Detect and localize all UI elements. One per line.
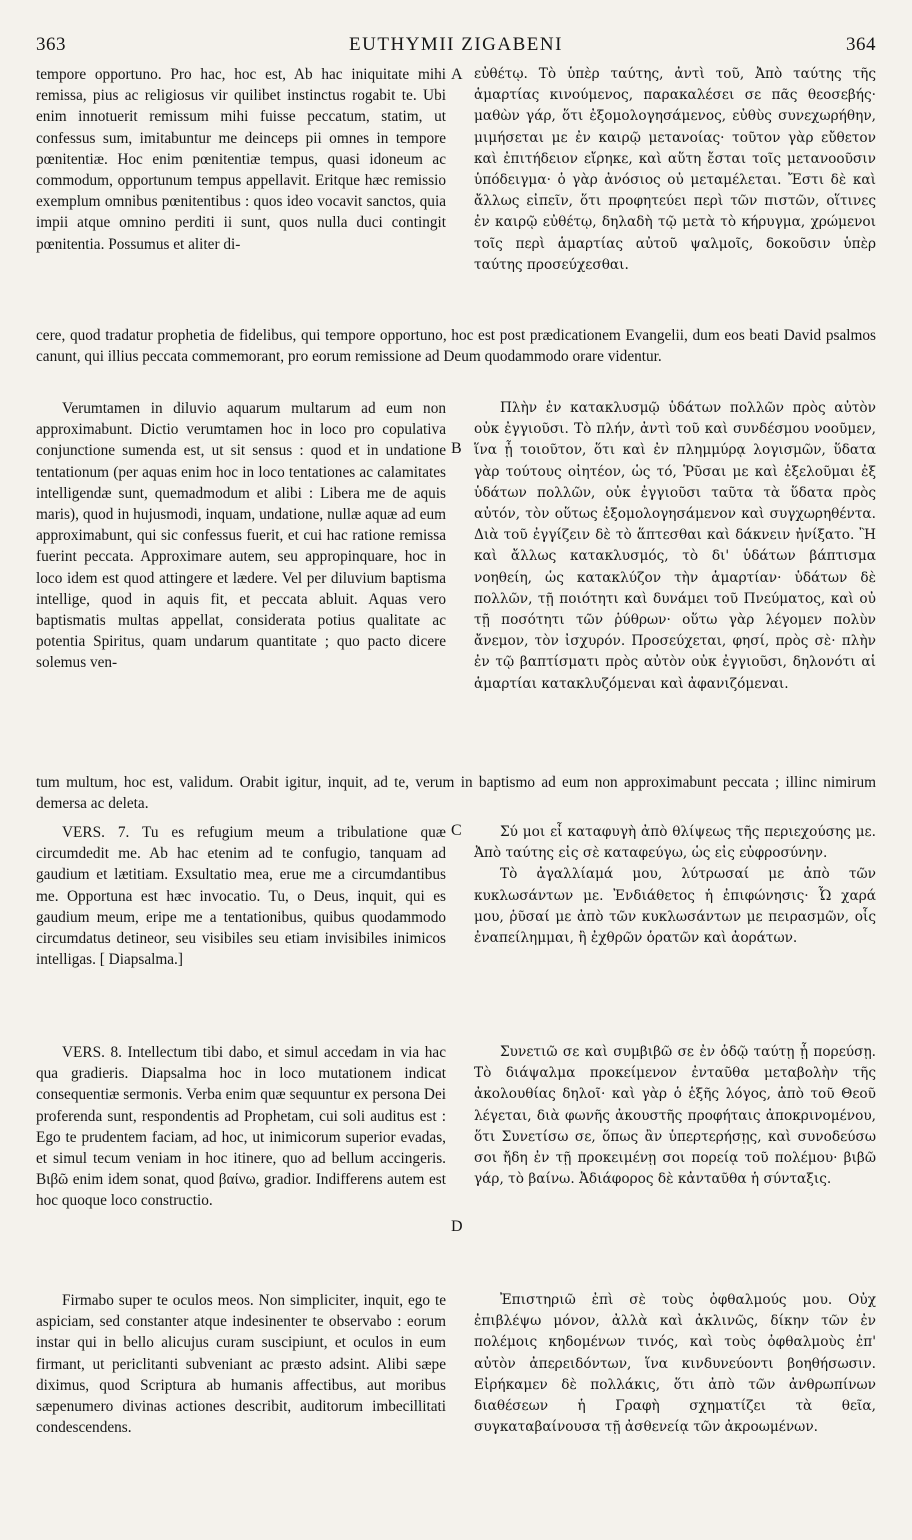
latin-column-s5 — [36, 1290, 446, 1438]
greek-column-s3 — [474, 822, 876, 949]
latin-paragraph: Verumtamen in diluvio aquarum multarum ad eum non approximabunt. Dictio verumtamen hoc in loco pro copulativa conjunctione sumenda est, ut sit sensus : quod et in undatione tentationum (per aquas enim hoc in loco tentationes ac calamitates intelligendæ sunt, quemadmodum et alibi : Libera me de aquis maris), quod in hujusmodi, inquam, undatione, nullæ aquæ ad eum approximabunt, qui sic confessus fuerit, et cui hac ratione remissa fuerint peccata. Approximare autem, seu appropinquare, hoc in loco idem est quod attingere et lædere. Vel per diluvium baptisma intellige, quod in aquis fit, et peccata abluit. Aquas vero baptismatis multas appellat, considerata potius qualitate ac potentia Spiritus, quam undarum quantitate ; quo pacto dicere solemus ven- — [36, 400, 446, 672]
page-number-left: 363 — [36, 34, 66, 55]
greek-paragraph: Ἐπιστηριῶ ἐπὶ σὲ τοὺς ὀφθαλμούς μου. Οὐχ ἐπιβλέψω μόνον, ἀλλὰ καὶ ἀκλινῶς, δίκην τῶν ἐν πολέμοις κηδομένων τινός, καὶ τοὺς ὀφθαλμοὺς ἐπ' αὐτὸν ἀπερειδόντων, ἵνα κινδυνεύοντι βοηθήσωσιν. Εἰρήκαμεν δὲ πολλάκις, ὅτι ἀπὸ τῶν ἀνθρωπίνων διαθέσεων ἡ Γραφὴ σχηματίζει τὰ θεῖα, συγκαταβαίνουσα τῇ ἀσθενείᾳ τῶν ἀκροωμένων. — [474, 1292, 876, 1436]
full-width-paragraph: cere, quod tradatur prophetia de fidelibus, qui tempore opportuno, hoc est post prædicationem Evangelii, dum eos beati David psalmos canunt, qui illius peccata commemorant, pro eorum remissione ad Deum quodammodo orare videntur. — [36, 327, 876, 366]
running-title: EUTHYMII ZIGABENI — [349, 34, 563, 55]
margin-marker-d: D — [451, 1218, 463, 1235]
greek-column-s4 — [474, 1042, 876, 1190]
margin-marker-a: A — [451, 66, 463, 83]
margin-marker-c: C — [451, 822, 462, 839]
latin-column-s2 — [36, 398, 446, 674]
greek-paragraph: Σύ μοι εἶ καταφυγὴ ἀπὸ θλίψεως τῆς περιεχούσης με. Ἀπὸ ταύτης εἰς σὲ καταφεύγω, ὡς εἰς εὐφροσύνην. — [474, 824, 876, 862]
running-header — [30, 34, 882, 62]
greek-column-s1 — [474, 64, 876, 276]
latin-column-s4 — [36, 1042, 446, 1212]
greek-paragraph: εὐθέτῳ. Τὸ ὑπὲρ ταύτης, ἀντὶ τοῦ, Ἀπὸ ταύτης τῆς ἁμαρτίας κινούμενος, παρακαλέσει σε πᾶς θεοσεβής· μαθὼν γάρ, ὅτι ἐξομολογησάμενος, εὐθὺς συνεχωρήθην, μιμήσεται με ἐν καιρῷ μετανοίας· τοῦτον γὰρ εὔθετον καὶ ἐπιτήδειον εἴρηκε, καὶ αὕτη ἔσται τοῖς μετανοοῦσιν ὑπόδειγμα· ὁ γὰρ ἀνόσιος οὐ μεταμέλεται. Ἔστι δὲ καὶ ἄλλως εἰπεῖν, ὅτι προφητεύει περὶ τῶν πιστῶν, οἵτινες ἐν καιρῷ εὐθέτῳ, δηλαδὴ τῷ μετὰ τὸ κήρυγμα, χρώμενοι τοῖς περὶ ἁμαρτίας αὐτοῦ ψαλμοῖς, δοκοῦσιν ὑπὲρ ταύτης προσεύχεσθαι. — [474, 66, 876, 273]
full-width-s1 — [36, 325, 876, 367]
latin-paragraph: VERS. 7. Tu es refugium meum a tribulatione quæ circumdedit me. Ab hac etenim ad te confugio, tanquam ad gaudium et lætitiam. Exsultatio mea, erue me a circumdantibus me. Opportuna est hæc invocatio. Tu, o Deus, inquit, qui es gaudium meum, eripe me a tentationibus, quibus quodammodo circumdatus detineor, seu visibiles seu etiam invisibiles inimicos intelligas. [ Diapsalma.] — [36, 824, 446, 969]
greek-paragraph: Πλὴν ἐν κατακλυσμῷ ὑδάτων πολλῶν πρὸς αὐτὸν οὐκ ἐγγιοῦσι. Τὸ πλήν, ἀντὶ τοῦ καὶ συνδέσμου νοοῦμεν, ἵνα ᾖ τοιοῦτον, ὅτι καὶ ἐν πλημμύρᾳ λογισμῶν, ὕδατα γὰρ τούτους οἰητέον, ὡς τό, Ῥῦσαι με καὶ ἐξελοῦμαι ἐξ ὑδάτων πολλῶν, οὐκ ἐγγιοῦσι ταῦτα τὰ ὕδατα πρὸς αὐτόν, τὸν οὕτως ἐξομολογησάμενον καὶ συγχωρηθέντα. Διὰ τοῦ ἐγγίζειν δὲ τὸ ἅπτεσθαι καὶ δάκνειν ἠνίξατο. Ἢ καὶ ἄλλως κατακλυσμός, τὸ δι' ὑδάτων βάπτισμα νοηθείη, ὡς κατακλύζον τὴν ἁμαρτίαν· ὑδάτων δὲ πολλῶν, τῇ ποιότητι καὶ δυνάμει τοῦ Πνεύματος, καὶ οὐ τῇ ποσότητι τῶν ῥύθρων· οὕτω γὰρ λέγομεν πολὺν ἄνεμον, τὸν ἰσχυρόν. Προσεύχεται, φησί, πρὸς σὲ· πλὴν ἐν τῷ βαπτίσματι πρὸς αὐτὸν οὐκ ἐγγιοῦσι, δηλονότι αἱ ἁμαρτίαι κατακλυζόμεναι καὶ ἀφανιζόμεναι. — [474, 400, 876, 692]
full-width-s2 — [36, 772, 876, 814]
greek-paragraph: Συνετιῶ σε καὶ συμβιβῶ σε ἐν ὁδῷ ταύτῃ ᾗ πορεύσῃ. Τὸ διάψαλμα προκείμενον ἐνταῦθα μεταβολὴν τῆς ἀκολουθίας δηλοῖ· καὶ γὰρ ὁ ἑξῆς λόγος, ἀπὸ τοῦ Θεοῦ λέγεται, διὰ φωνῆς ἀκουστῆς προφήταις ἀποκρινομένου, ὅτι Συνετίσω σε, ὅπως ἂν ὑπερτερήσῃς, καὶ συνοδεύσω σοι ἤδη ἐν τῇ προκειμένῃ σοι πορείᾳ τοῦ πολέμου· βιβῶ γάρ, τὸ βαίνω. Ἀδιάφορος δὲ κἀνταῦθα ἡ σύνταξις. — [474, 1044, 876, 1188]
latin-column-s3 — [36, 822, 446, 970]
latin-paragraph: VERS. 8. Intellectum tibi dabo, et simul accedam in via hac qua gradieris. Diapsalma hoc in loco mutationem indicat consequentiæ sermonis. Verba enim quæ sequuntur ex persona Dei proferenda sunt, respondentis ad Prophetam, cui soli auditus est : Ego te prudentem faciam, ad hoc, ut inimicorum superior evadas, et simul tecum veniam in hoc itinere, quo ad bellum accingeris. Βιβῶ enim idem sonat, quod βαίνω, gradior. Indifferens autem est hoc quoque loco constructio. — [36, 1044, 446, 1210]
latin-paragraph: tempore opportuno. Pro hac, hoc est, Ab hac iniquitate mihi remissa, pius ac religiosus vir quilibet instinctus rogabit te. Ubi enim innotuerit remissum mihi fuisse peccatum, statim, ut confessus sum, imitabuntur me deinceps pii omnes in tempore pœnitentiæ. Hoc enim pœnitentiæ tempus, quasi idoneum ac commodum, opportunum tempus appellavit. Eritque hæc remissio exemplum omnibus pœnitentibus : quos ideo vocavit sanctos, quia impii atque omnino perditi ii sunt, quos nulla duci contingit pœnitentia. Possumus et aliter di- — [36, 66, 446, 253]
greek-paragraph: Τὸ ἀγαλλίαμά μου, λύτρωσαί με ἀπὸ τῶν κυκλωσάντων με. Ἐνδιάθετος ἡ ἐπιφώνησις· Ὦ χαρά μου, ῥῦσαί με ἀπὸ τῶν κυκλωσάντων με πειρασμῶν, οἷς ἐναπείλημμαι, ἢ ἐχθρῶν ὁρατῶν καὶ ἀοράτων. — [474, 866, 876, 947]
latin-column-s1 — [36, 64, 446, 255]
full-width-paragraph: tum multum, hoc est, validum. Orabit igitur, inquit, ad te, verum in baptismo ad eum non approximabunt peccata ; illinc nimirum demersa ac deleta. — [36, 774, 876, 813]
page-number-right: 364 — [846, 34, 876, 55]
latin-paragraph: Firmabo super te oculos meos. Non simpliciter, inquit, ego te aspiciam, sed constanter atque indesinenter te observabo : eorum instar qui in bello alicujus curam suscipiunt, et oculos in eum firmant, ut periclitanti subveniant ac præsto adsint. Alibi sæpe diximus, quod Scriptura ab humanis affectibus, aut moribus sæpenumero divinas actiones describit, auditorum imbecillitati condescendens. — [36, 1292, 446, 1437]
greek-column-s5 — [474, 1290, 876, 1438]
margin-marker-b: B — [451, 440, 462, 457]
greek-column-s2 — [474, 398, 876, 695]
